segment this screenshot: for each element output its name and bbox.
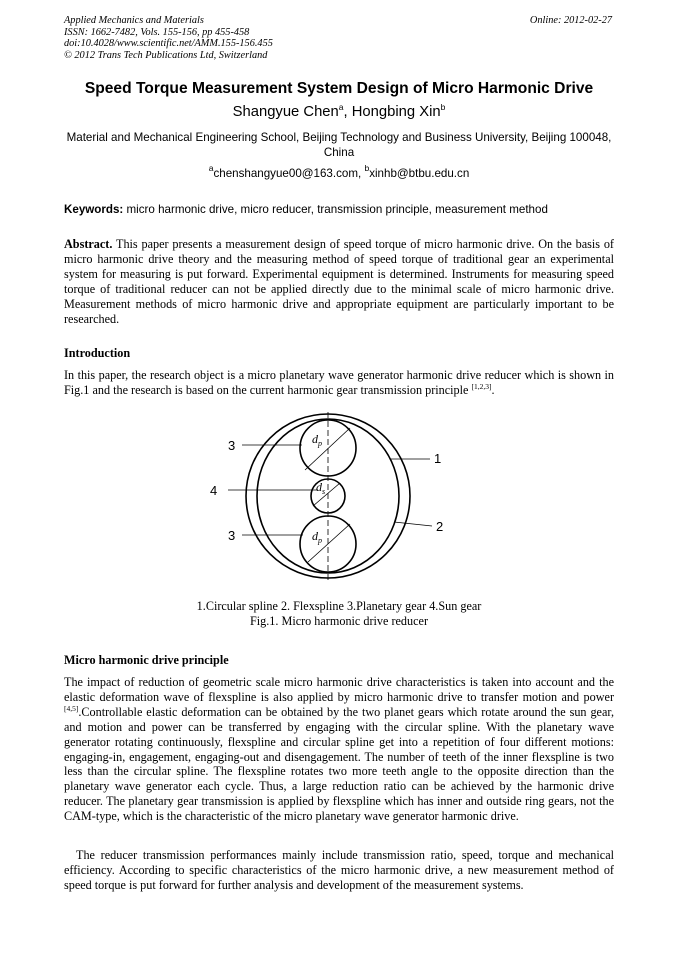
journal-header [64,15,273,61]
emails [0,163,678,180]
author-1: Shangyue Chen [232,104,339,120]
introduction-ref: [1,2,3] [471,381,492,391]
author-2: Hongbing Xin [351,104,441,120]
email-2-mark: b [364,163,370,173]
email-2: xinhb@btbu.edu.cn [369,167,470,180]
figure-legend: 1.Circular spline 2. Flexspline 3.Planetary gear 4.Sun gear [196,599,482,613]
introduction-text: In this paper, the research object is a micro planetary wave generator harmonic drive reducer which is shown in Fig.1 and the research is based on the current harmonic gear transmission principle [64,368,614,397]
journal-name: Applied Mechanics and Materials [64,15,204,26]
principle-text-a: The impact of reduction of geometric scale micro harmonic drive characteristics is taken into account and the elastic deformation wave of flexspline is also applied by micro harmonic drive to transfer motion and power [64,675,614,704]
keywords [64,203,624,216]
author-1-affil-mark: a [338,102,344,112]
authors [0,104,678,120]
abstract-text: This paper presents a measurement design of speed torque of micro harmonic drive. On the basis of micro harmonic drive theory and the measuring method of speed torque of traditional gear an experimental system for measuring is put forward. Experimental equipment is determined. Instruments for measuring speed torque of traditional reducer can not be applied directly due to the minimal scale of micro harmonic drive. Measurement methods of micro harmonic drive and appropriate equipment are particularly important to be researched. [64,237,614,326]
doi-line: doi:10.4028/www.scientific.net/AMM.155-156.455 [64,38,273,50]
leader-2 [394,522,432,526]
fig-label-4: 4 [210,483,218,498]
principle-text-b: .Controllable elastic deformation can be obtained by the two planet gears which rotate around the sun gear, and motion and power can be transferred by engaging with the circular spline. With the planetary wave generator rotating continuously, flexspline and circular spline get into a repetition of four different motions: engaging-in, engagement, engaging-out and disengagement. The number of teeth of the inner flexspline is two less than the circular spline. The flexspline rotates two more teeth angle to the opposite direction than the planetary wave generator each cycle. Thus, a large reduction ratio can be achieved by the harmonic drive reducer. The planetary gear transmission is applied by flexspline which has inner and outside ring gears, not the CAM-type, which is the characteristic of the micro planetary wave generator harmonic drive. [64,704,614,824]
keywords-label: Keywords: [64,203,124,216]
ds-symbol: $d_s$ [316,480,326,496]
paper-title: Speed Torque Measurement System Design of Micro Harmonic Drive [84,80,594,97]
affiliation: Material and Mechanical Engineering School, Beijing Technology and Business University, Beijing 100048, China [66,131,612,159]
dp-top-symbol: $d_p$ [312,432,322,448]
introduction-paragraph [64,368,614,398]
figure-caption: Fig.1. Micro harmonic drive reducer [249,614,429,628]
fig-label-2: 2 [436,519,444,534]
issn-line: ISSN: 1662-7482, Vols. 155-156, pp 455-458 [64,26,250,38]
email-1-mark: a [208,163,214,173]
author-2-affil-mark: b [440,102,446,112]
author-separator: , [343,104,352,120]
abstract-label: Abstract. [64,237,113,251]
dp-bottom-symbol: $d_p$ [312,529,322,545]
principle-paragraph-2: The reducer transmission performances mainly include transmission ratio, speed, torque and mechanical efficiency. According to specific characteristics of the micro harmonic drive, a new measurement method of speed torque is put forward for further analysis and development of the measurement systems. [64,848,614,892]
principle-paragraph [64,675,614,824]
introduction-end: . [491,382,495,397]
principle-heading: Micro harmonic drive principle [64,653,229,667]
email-1: chenshangyue00@163.com, [213,167,365,180]
fig-label-1: 1 [434,451,442,466]
online-date: Online: 2012-02-27 [529,15,612,26]
harmonic-drive-figure [200,410,480,590]
fig-label-3-top: 3 [228,438,236,453]
principle-ref: [4,5] [64,703,79,713]
introduction-heading: Introduction [64,346,131,360]
copyright-line: © 2012 Trans Tech Publications Ltd, Switzerland [64,49,268,61]
abstract [64,237,614,326]
keywords-text: micro harmonic drive, micro reducer, transmission principle, measurement method [123,203,548,216]
fig-label-3-bottom: 3 [228,528,236,543]
